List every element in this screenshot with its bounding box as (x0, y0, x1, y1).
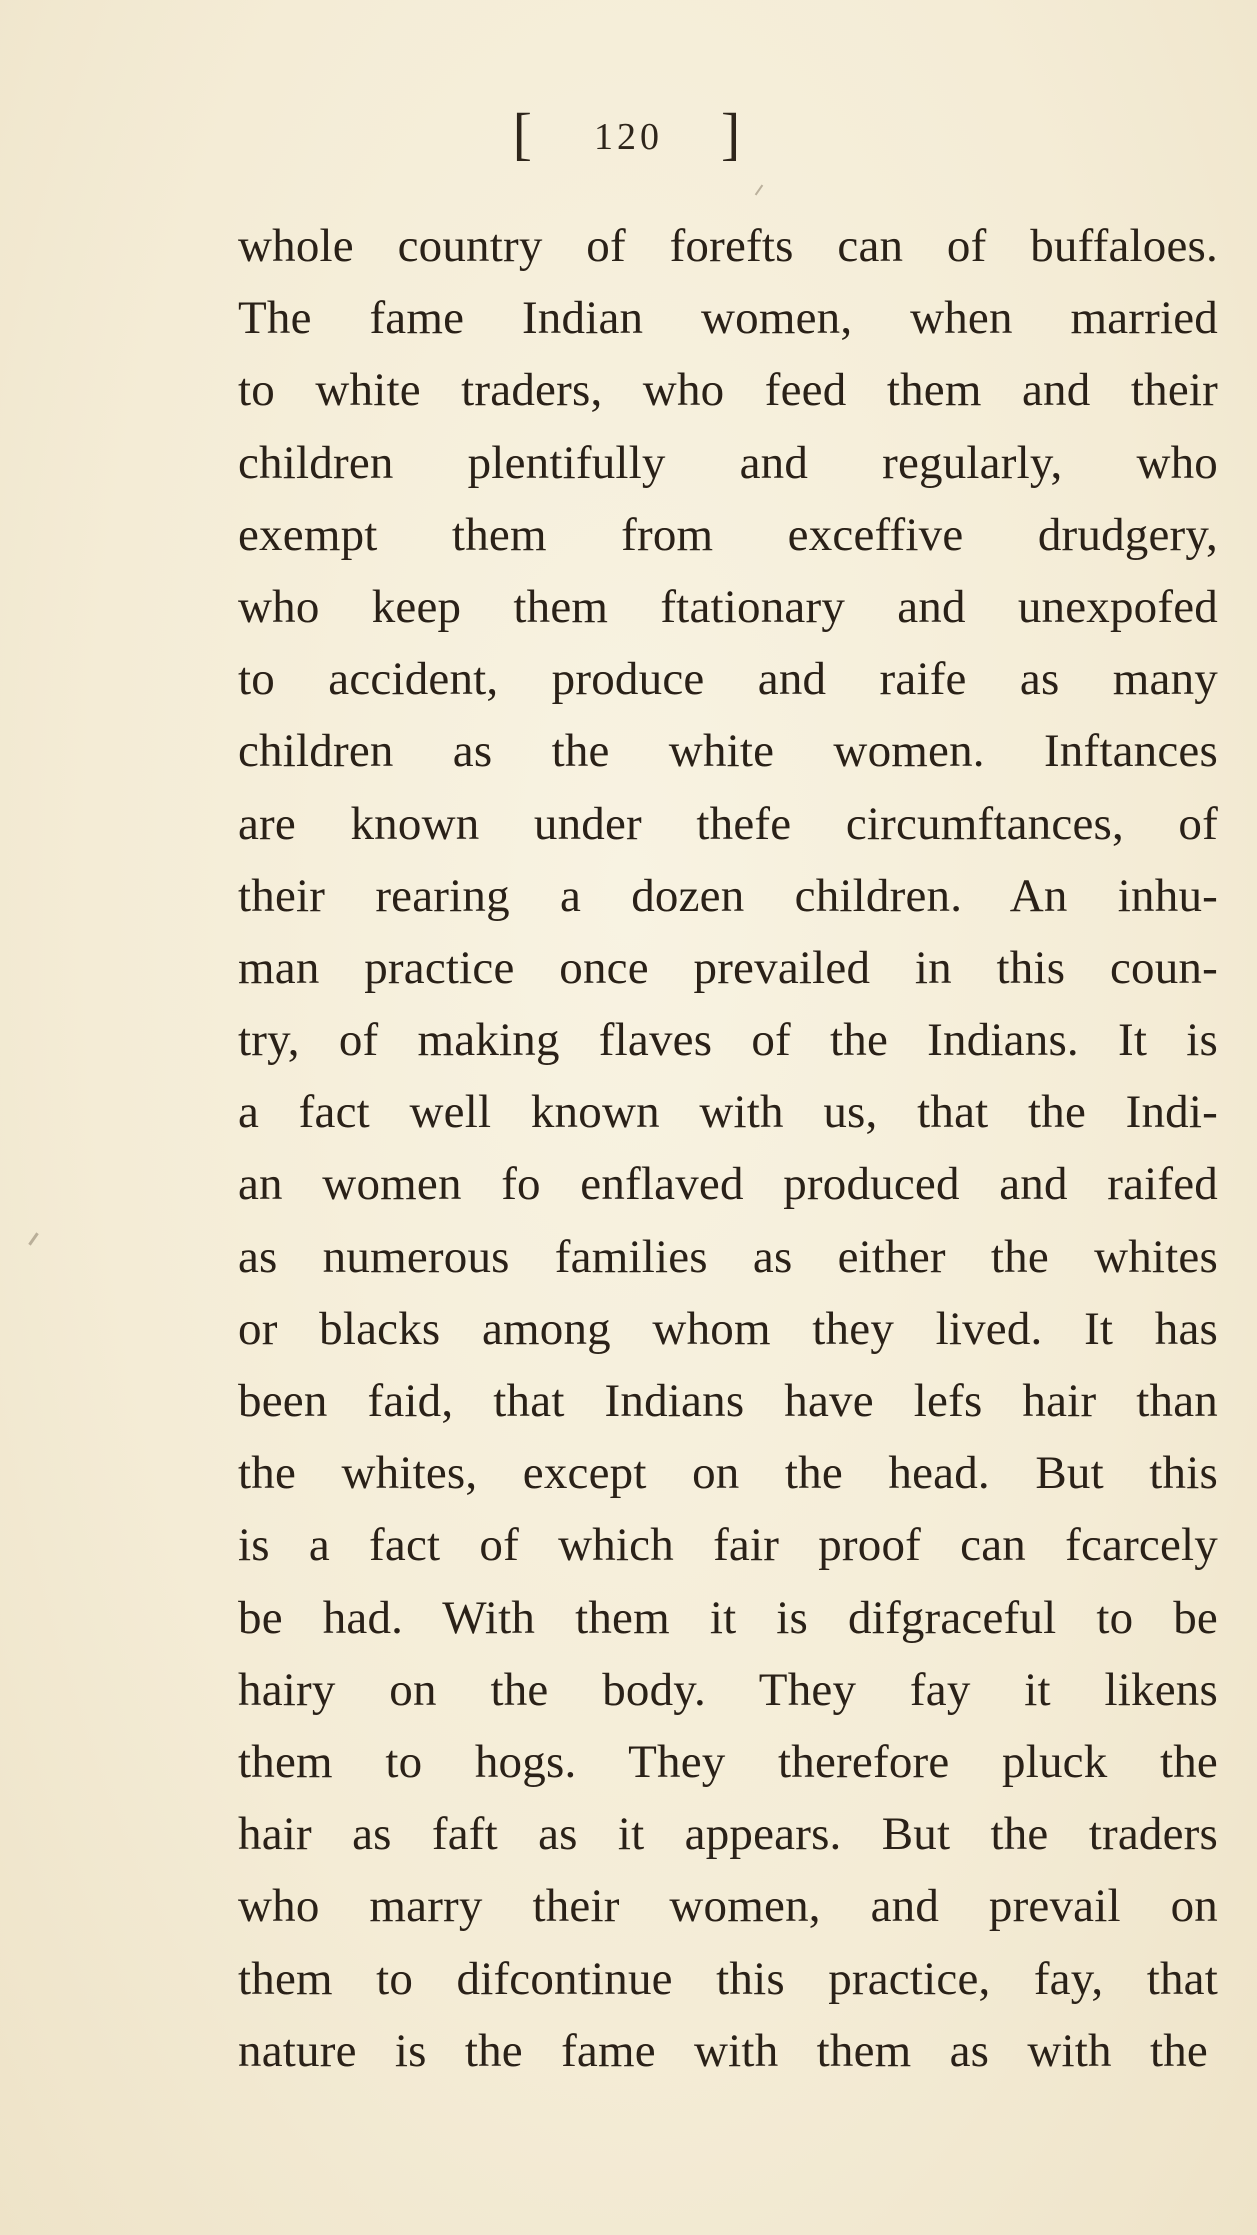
body-text (238, 210, 1218, 2087)
text-line: to accident, produce and raife as many (238, 653, 1218, 706)
text-line: whole country of forefts can of buffaloes. (238, 220, 1218, 272)
text-line: hair as faft as it appears. But the traders (238, 1808, 1218, 1861)
text-line: who marry their women, and prevail on (238, 1880, 1218, 1933)
text-line: children as the white women. Inftances (238, 725, 1218, 778)
text-line: is a fact of which fair proof can fcarcely (238, 1519, 1218, 1572)
text-line: try, of making flaves of the Indians. It is (238, 1014, 1218, 1067)
text-line: their rearing a dozen children. An inhu- (238, 869, 1218, 922)
page-number: 120 (594, 116, 663, 158)
text-line: the whites, except on the head. But this (238, 1447, 1218, 1500)
text-line: are known under thefe circumftances, of (238, 797, 1218, 850)
text-line: or blacks among whom they lived. It has (238, 1302, 1218, 1355)
text-line: to white traders, who feed them and their (238, 364, 1218, 417)
text-line: them to difcontinue this practice, fay, that (238, 1952, 1218, 2005)
page-number-header (0, 100, 1257, 167)
text-line: hairy on the body. They fay it likens (238, 1663, 1218, 1716)
text-line: them to hogs. They therefore pluck the (238, 1735, 1218, 1788)
text-line: nature is the fame with them as with the (238, 2024, 1208, 2077)
text-line: who keep them ftationary and unexpofed (238, 580, 1218, 633)
paper-speck (755, 185, 764, 196)
text-line: The fame Indian women, when married (238, 292, 1218, 345)
text-line: man practice once prevailed in this coun- (238, 941, 1218, 994)
text-line: children plentifully and regularly, who (238, 436, 1218, 489)
text-line: exempt them from exceffive drudgery, (238, 508, 1218, 561)
paper-speck (28, 1232, 38, 1245)
text-line: as numerous families as either the whites (238, 1230, 1218, 1283)
text-line: been faid, that Indians have lefs hair than (238, 1375, 1218, 1427)
text-line: be had. With them it is difgraceful to be (238, 1591, 1218, 1644)
text-line: an women fo enflaved produced and raifed (238, 1158, 1218, 1211)
bracket-close: ] (721, 101, 745, 166)
bracket-open: [ (512, 101, 536, 166)
text-line: a fact well known with us, that the Indi- (238, 1086, 1218, 1139)
